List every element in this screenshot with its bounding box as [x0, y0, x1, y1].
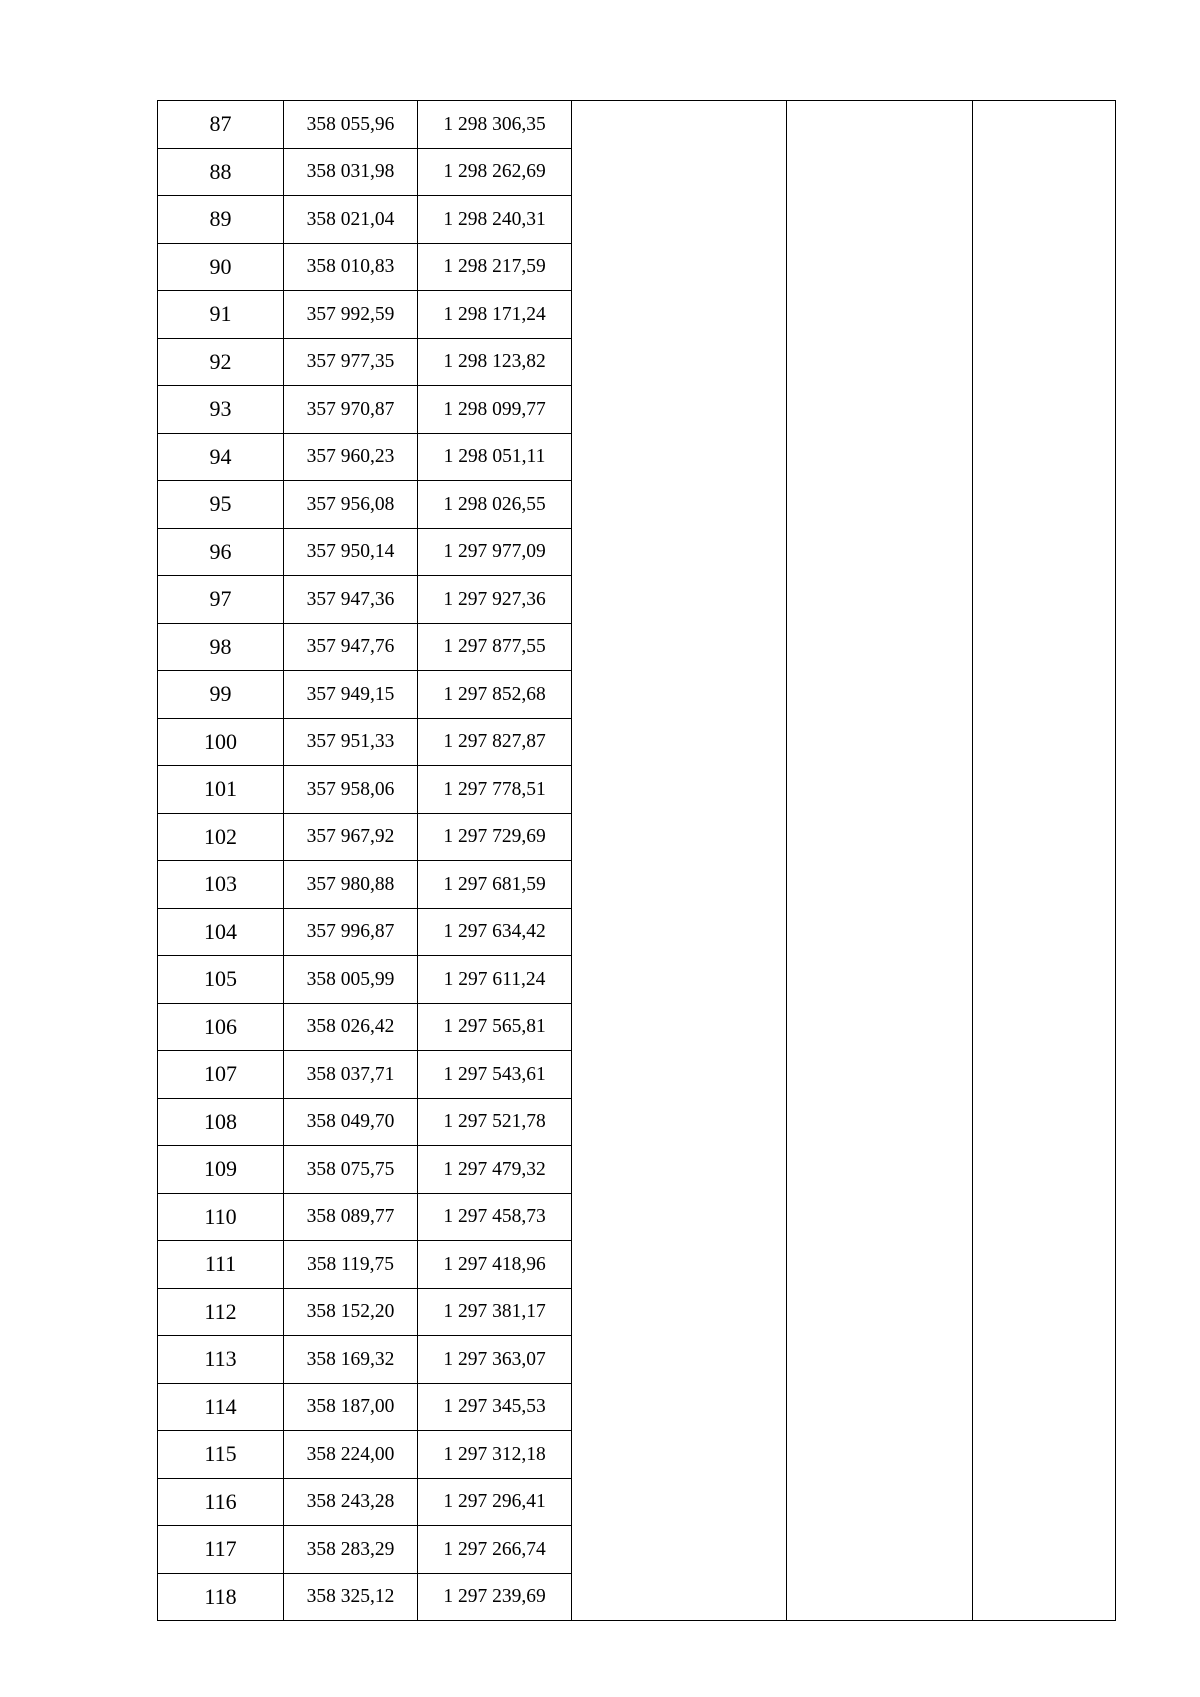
x-coordinate-cell: 357 970,87	[284, 386, 418, 434]
point-number-cell: 101	[158, 766, 284, 814]
point-number-cell: 93	[158, 386, 284, 434]
x-coordinate-cell: 358 089,77	[284, 1193, 418, 1241]
point-number-cell: 88	[158, 148, 284, 196]
y-coordinate-cell: 1 298 217,59	[418, 243, 572, 291]
point-number-cell: 95	[158, 481, 284, 529]
y-coordinate-cell: 1 297 681,59	[418, 861, 572, 909]
blank-column-4	[572, 101, 787, 1621]
point-number-cell: 108	[158, 1098, 284, 1146]
x-coordinate-cell: 357 951,33	[284, 718, 418, 766]
y-coordinate-cell: 1 297 543,61	[418, 1051, 572, 1099]
y-coordinate-cell: 1 297 634,42	[418, 908, 572, 956]
x-coordinate-cell: 358 055,96	[284, 101, 418, 149]
blank-column-5	[787, 101, 973, 1621]
x-coordinate-cell: 357 992,59	[284, 291, 418, 339]
point-number-cell: 92	[158, 338, 284, 386]
point-number-cell: 114	[158, 1383, 284, 1431]
y-coordinate-cell: 1 298 240,31	[418, 196, 572, 244]
point-number-cell: 100	[158, 718, 284, 766]
blank-column-6	[973, 101, 1116, 1621]
point-number-cell: 98	[158, 623, 284, 671]
y-coordinate-cell: 1 297 418,96	[418, 1241, 572, 1289]
x-coordinate-cell: 358 152,20	[284, 1288, 418, 1336]
point-number-cell: 116	[158, 1478, 284, 1526]
x-coordinate-cell: 357 960,23	[284, 433, 418, 481]
point-number-cell: 97	[158, 576, 284, 624]
y-coordinate-cell: 1 297 381,17	[418, 1288, 572, 1336]
x-coordinate-cell: 357 967,92	[284, 813, 418, 861]
point-number-cell: 109	[158, 1146, 284, 1194]
point-number-cell: 103	[158, 861, 284, 909]
x-coordinate-cell: 358 325,12	[284, 1573, 418, 1621]
table-row	[158, 101, 1116, 149]
point-number-cell: 117	[158, 1526, 284, 1574]
y-coordinate-cell: 1 297 239,69	[418, 1573, 572, 1621]
x-coordinate-cell: 357 958,06	[284, 766, 418, 814]
point-number-cell: 89	[158, 196, 284, 244]
y-coordinate-cell: 1 298 262,69	[418, 148, 572, 196]
point-number-cell: 91	[158, 291, 284, 339]
y-coordinate-cell: 1 297 977,09	[418, 528, 572, 576]
x-coordinate-cell: 358 243,28	[284, 1478, 418, 1526]
x-coordinate-cell: 358 169,32	[284, 1336, 418, 1384]
x-coordinate-cell: 358 021,04	[284, 196, 418, 244]
point-number-cell: 107	[158, 1051, 284, 1099]
y-coordinate-cell: 1 297 827,87	[418, 718, 572, 766]
x-coordinate-cell: 357 980,88	[284, 861, 418, 909]
x-coordinate-cell: 358 010,83	[284, 243, 418, 291]
point-number-cell: 87	[158, 101, 284, 149]
y-coordinate-cell: 1 298 171,24	[418, 291, 572, 339]
point-number-cell: 104	[158, 908, 284, 956]
y-coordinate-cell: 1 297 521,78	[418, 1098, 572, 1146]
x-coordinate-cell: 358 283,29	[284, 1526, 418, 1574]
y-coordinate-cell: 1 297 266,74	[418, 1526, 572, 1574]
point-number-cell: 118	[158, 1573, 284, 1621]
x-coordinate-cell: 358 005,99	[284, 956, 418, 1004]
y-coordinate-cell: 1 298 306,35	[418, 101, 572, 149]
x-coordinate-cell: 357 947,76	[284, 623, 418, 671]
x-coordinate-cell: 357 977,35	[284, 338, 418, 386]
x-coordinate-cell: 357 956,08	[284, 481, 418, 529]
y-coordinate-cell: 1 297 565,81	[418, 1003, 572, 1051]
x-coordinate-cell: 358 031,98	[284, 148, 418, 196]
point-number-cell: 99	[158, 671, 284, 719]
y-coordinate-cell: 1 297 611,24	[418, 956, 572, 1004]
x-coordinate-cell: 357 949,15	[284, 671, 418, 719]
point-number-cell: 90	[158, 243, 284, 291]
y-coordinate-cell: 1 297 852,68	[418, 671, 572, 719]
y-coordinate-cell: 1 297 479,32	[418, 1146, 572, 1194]
x-coordinate-cell: 357 947,36	[284, 576, 418, 624]
y-coordinate-cell: 1 297 729,69	[418, 813, 572, 861]
point-number-cell: 105	[158, 956, 284, 1004]
y-coordinate-cell: 1 298 099,77	[418, 386, 572, 434]
y-coordinate-cell: 1 297 877,55	[418, 623, 572, 671]
x-coordinate-cell: 357 996,87	[284, 908, 418, 956]
y-coordinate-cell: 1 297 363,07	[418, 1336, 572, 1384]
y-coordinate-cell: 1 298 051,11	[418, 433, 572, 481]
point-number-cell: 115	[158, 1431, 284, 1479]
x-coordinate-cell: 358 119,75	[284, 1241, 418, 1289]
point-number-cell: 94	[158, 433, 284, 481]
y-coordinate-cell: 1 297 312,18	[418, 1431, 572, 1479]
point-number-cell: 112	[158, 1288, 284, 1336]
coordinates-table-body	[158, 101, 1116, 1621]
x-coordinate-cell: 358 224,00	[284, 1431, 418, 1479]
coordinates-table	[157, 100, 1116, 1621]
point-number-cell: 102	[158, 813, 284, 861]
x-coordinate-cell: 358 187,00	[284, 1383, 418, 1431]
y-coordinate-cell: 1 297 458,73	[418, 1193, 572, 1241]
y-coordinate-cell: 1 297 345,53	[418, 1383, 572, 1431]
y-coordinate-cell: 1 297 927,36	[418, 576, 572, 624]
point-number-cell: 106	[158, 1003, 284, 1051]
y-coordinate-cell: 1 298 026,55	[418, 481, 572, 529]
point-number-cell: 96	[158, 528, 284, 576]
point-number-cell: 110	[158, 1193, 284, 1241]
x-coordinate-cell: 358 026,42	[284, 1003, 418, 1051]
point-number-cell: 113	[158, 1336, 284, 1384]
x-coordinate-cell: 358 075,75	[284, 1146, 418, 1194]
x-coordinate-cell: 358 037,71	[284, 1051, 418, 1099]
y-coordinate-cell: 1 297 296,41	[418, 1478, 572, 1526]
x-coordinate-cell: 357 950,14	[284, 528, 418, 576]
y-coordinate-cell: 1 298 123,82	[418, 338, 572, 386]
y-coordinate-cell: 1 297 778,51	[418, 766, 572, 814]
point-number-cell: 111	[158, 1241, 284, 1289]
x-coordinate-cell: 358 049,70	[284, 1098, 418, 1146]
